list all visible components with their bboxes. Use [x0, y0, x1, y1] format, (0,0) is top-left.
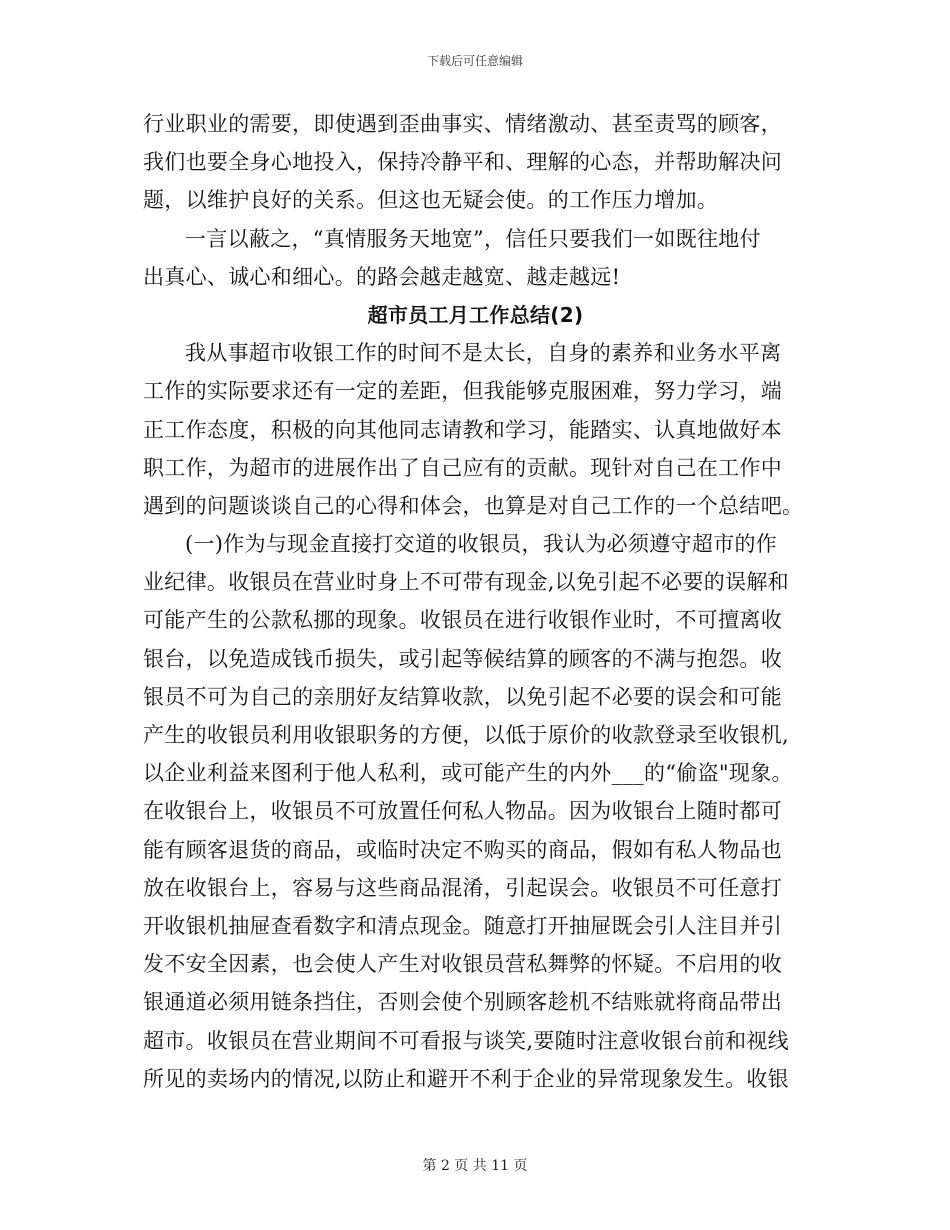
body-line: 工作的实际要求还有一定的差距，但我能够克服困难，努力学习，端: [143, 379, 782, 404]
body-line: 在收银台上，收银员不可放置任何私人物品。因为收银台上随时都可: [143, 799, 782, 824]
body-line: 所见的卖场内的情况,以防止和避开不利于企业的异常现象发生。收银: [143, 1066, 789, 1091]
body-line: 行业职业的需要，即使遇到歪曲事实、情绪激动、甚至责骂的顾客，: [143, 112, 782, 136]
body-line: 题，以维护良好的关系。但这也无疑会使。的工作压力增加。: [143, 188, 719, 213]
body-line: 银员不可为自己的亲朋好友结算收款，以免引起不必要的误会和可能: [143, 684, 782, 709]
body-line: 正工作态度，积极的向其他同志请教和学习，能踏实、认真地做好本: [143, 417, 782, 442]
body-line: 能有顾客退货的商品，或临时决定不购买的商品，假如有私人物品也: [143, 837, 782, 862]
body-line: 我们也要全身心地投入，保持冷静平和、理解的心态，并帮助解决问: [143, 150, 782, 175]
section-title: 超市员工月工作总结(2): [367, 302, 584, 327]
body-line: 以企业利益来图利于他人私利，或可能产生的内外___的“偷盗"现象。: [143, 761, 793, 786]
page-header-note: 下载后可任意编辑: [426, 54, 523, 68]
body-line: (一)作为与现金直接打交道的收银员，我认为必须遵守超市的作: [185, 532, 778, 557]
body-line: 我从事超市收银工作的时间不是太长，自身的素养和业务水平离: [185, 341, 782, 366]
body-line: 出真心、诚心和细心。的路会越走越宽、越走越远!: [143, 264, 621, 289]
body-line: 银通道必须用链条挡住，否则会使个别顾客趁机不结账就将商品带出: [143, 990, 782, 1015]
document-body: [143, 105, 808, 1098]
body-line: 遇到的问题谈谈自己的心得和体会，也算是对自己工作的一个总结吧。: [143, 493, 804, 518]
body-line: 职工作，为超市的进展作出了自己应有的贡献。现针对自己在工作中: [143, 455, 782, 480]
body-line: 一言以蔽之，“真情服务天地宽”，信任只要我们一如既往地付: [185, 226, 761, 251]
body-line: 发不安全因素，也会使人产生对收银员营私舞弊的怀疑。不启用的收: [143, 952, 782, 977]
body-line: 银台，以免造成钱币损失，或引起等候结算的顾客的不满与抱怨。收: [143, 646, 782, 671]
body-line: 产生的收银员利用收银职务的方便，以低于原价的收款登录至收银机,: [143, 723, 789, 747]
body-line: 可能产生的公款私挪的现象。收银员在进行收银作业时，不可擅离收: [143, 608, 782, 633]
body-line: 业纪律。收银员在营业时身上不可带有现金,以免引起不必要的误解和: [143, 570, 789, 595]
body-line: 开收银机抽屉查看数字和清点现金。随意打开抽屉既会引人注目并引: [143, 913, 782, 938]
body-line: 超市。收银员在营业期间不可看报与谈笑,要随时注意收银台前和视线: [143, 1028, 789, 1053]
body-line: 放在收银台上，容易与这些商品混淆，引起误会。收银员不可任意打: [143, 875, 782, 900]
page-number: 第 2 页 共 11 页: [422, 1158, 528, 1174]
